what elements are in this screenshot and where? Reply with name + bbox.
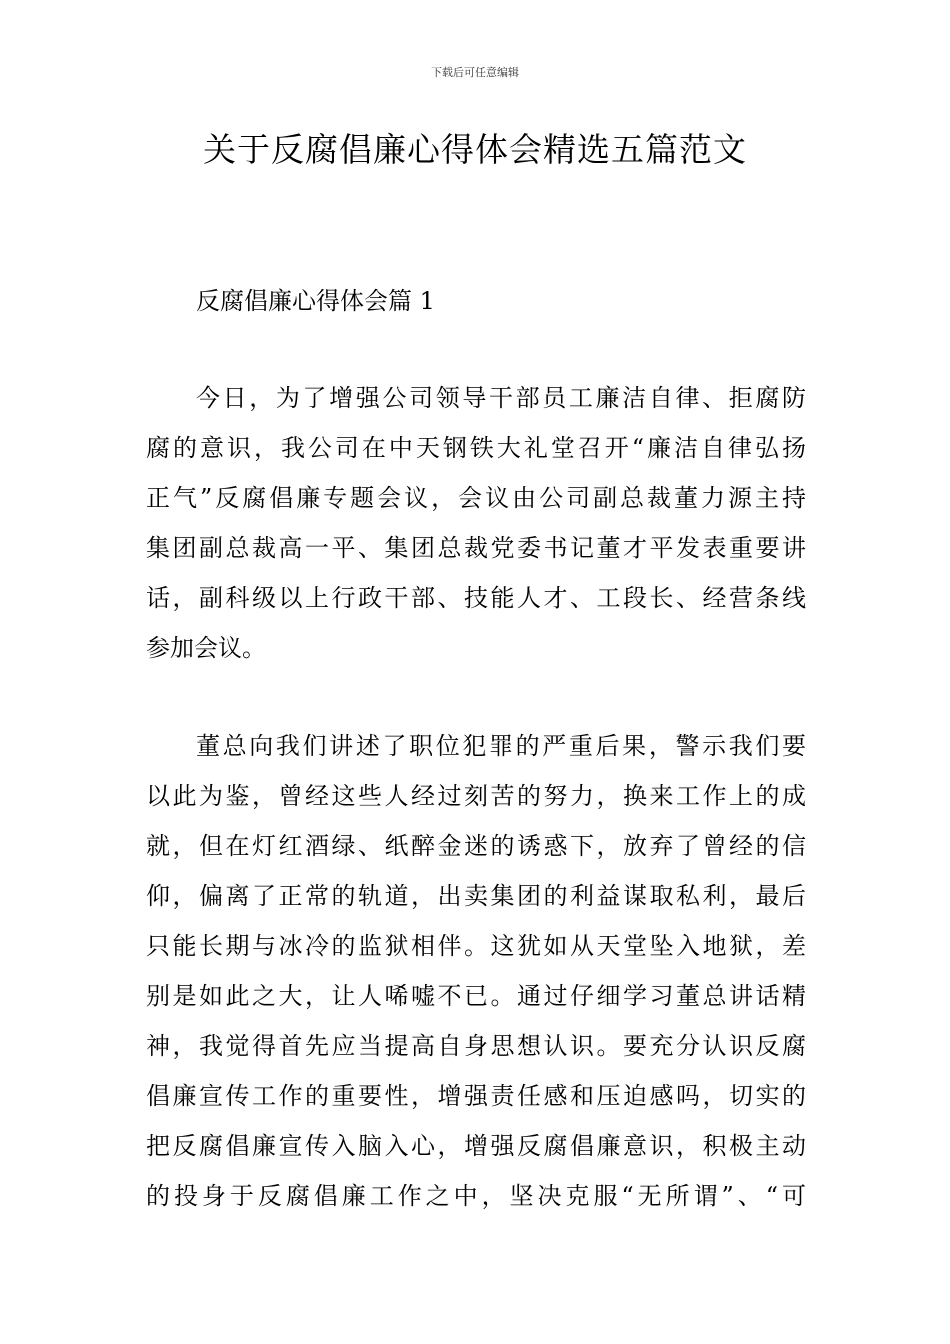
paragraph-line: 只能长期与冰冷的监狱相伴。这犹如从天堂坠入地狱，差 [146,932,806,960]
paragraph-line: 别是如此之大，让人唏嘘不已。通过仔细学习董总讲话精 [146,982,806,1010]
paragraph-line: 就，但在灯红酒绿、纸醉金迷的诱惑下，放弃了曾经的信 [146,832,806,860]
paragraph-line: 董总向我们讲述了职位犯罪的严重后果，警示我们要 [196,732,806,760]
body-paragraph-2 [146,721,806,1221]
paragraph-line: 以此为鉴，曾经这些人经过刻苦的努力，换来工作上的成 [146,782,806,810]
paragraph-line: 倡廉宣传工作的重要性，增强责任感和压迫感吗，切实的 [146,1082,806,1110]
paragraph-line: 腐的意识，我公司在中天钢铁大礼堂召开“廉洁自律弘扬 [146,434,806,462]
document-title: 关于反腐倡廉心得体会精选五篇范文 [203,130,747,169]
paragraph-line: 正气”反腐倡廉专题会议，会议由公司副总裁董力源主持 [146,484,806,512]
paragraph-line: 今日，为了增强公司领导干部员工廉洁自律、拒腐防 [196,384,806,412]
section-heading: 反腐倡廉心得体会篇 1 [196,287,435,315]
body-paragraph-1 [146,373,806,673]
paragraph-line: 参加会议。 [146,634,266,662]
paragraph-line: 仰，偏离了正常的轨道，出卖集团的利益谋取私利，最后 [146,882,806,910]
paragraph-line: 的投身于反腐倡廉工作之中，坚决克服“无所谓”、“可 [146,1182,806,1210]
paragraph-line: 集团副总裁高一平、集团总裁党委书记董才平发表重要讲 [146,534,806,562]
page-header-note: 下载后可任意编辑 [431,66,519,79]
paragraph-line: 话，副科级以上行政干部、技能人才、工段长、经营条线 [146,584,806,612]
paragraph-line: 神，我觉得首先应当提高自身思想认识。要充分认识反腐 [146,1032,806,1060]
paragraph-line: 把反腐倡廉宣传入脑入心，增强反腐倡廉意识，积极主动 [146,1132,806,1160]
